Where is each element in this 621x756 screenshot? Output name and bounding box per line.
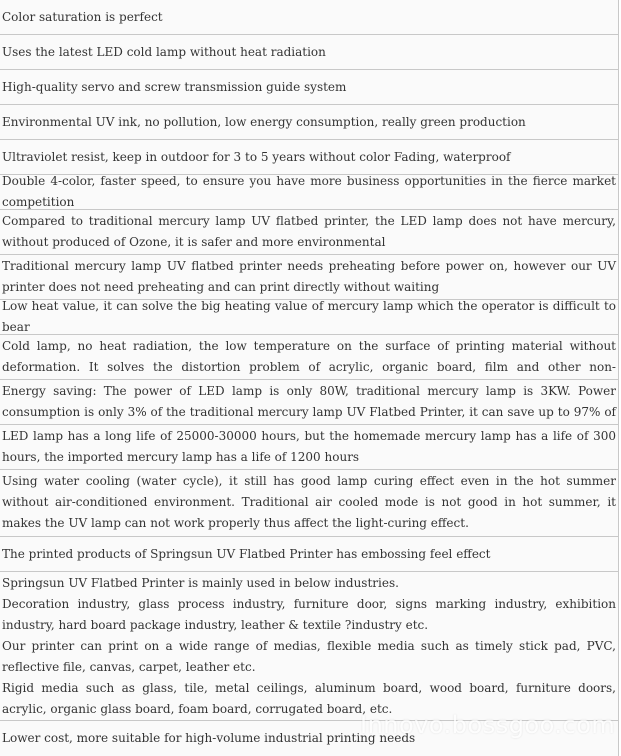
table-row	[0, 0, 618, 35]
row-paragraph: Decoration industry, glass process industry, furniture door, signs marking industry, exhibition industry, hard board package industry, leather & textile ?industry etc.	[2, 597, 616, 632]
table-row	[0, 572, 618, 721]
table-row	[0, 335, 618, 380]
row-text: Using water cooling (water cycle), it still has good lamp curing effect even in the hot summer without air-conditioned environment. Traditional air cooled mode is not good in hot summer, it makes the UV lamp can not work properly thus affect the light-curing effect.	[2, 474, 616, 530]
row-paragraph: Springsun UV Flatbed Printer is mainly used in below industries.	[2, 576, 399, 590]
row-text: Low heat value, it can solve the big heating value of mercury lamp which the operator is difficult to bear	[2, 300, 616, 334]
table-row	[0, 537, 618, 572]
row-text: Double 4-color, faster speed, to ensure you have more business opportunities in the fierce market competition	[2, 175, 616, 209]
row-paragraph: Rigid media such as glass, tile, metal ceilings, aluminum board, wood board, furniture doors, acrylic, organic glass board, foam board, corrugated board, etc.	[2, 681, 616, 716]
table-row	[0, 35, 618, 70]
table-row	[0, 105, 618, 140]
row-text: High-quality servo and screw transmission guide system	[2, 79, 347, 94]
table-row	[0, 380, 618, 425]
row-text: Ultraviolet resist, keep in outdoor for 3 to 5 years without color Fading, waterproof	[2, 149, 511, 164]
watermark: Innovo.bossgoo.com	[360, 711, 616, 739]
table-row	[0, 300, 618, 335]
row-text: Uses the latest LED cold lamp without heat radiation	[2, 44, 326, 59]
row-text: Color saturation is perfect	[2, 9, 163, 24]
row-text: LED lamp has a long life of 25000-30000 hours, but the homemade mercury lamp has a life of 300 hours, the imported mercury lamp has a life of 1200 hours	[2, 429, 616, 464]
table-row	[0, 255, 618, 300]
table-row	[0, 70, 618, 105]
row-text: Lower cost, more suitable for high-volume industrial printing needs	[2, 731, 416, 745]
table-row	[0, 210, 618, 255]
table-row	[0, 175, 618, 210]
table-row	[0, 470, 618, 537]
row-text: Energy saving: The power of LED lamp is only 80W, traditional mercury lamp is 3KW. Power consumption is only 3% of the traditional mercury lamp UV Flatbed Printer, it can save up to 97% of	[2, 384, 616, 419]
row-paragraph: Our printer can print on a wide range of medias, flexible media such as timely stick pad, PVC, reflective file, canvas, carpet, leather etc.	[2, 639, 616, 674]
row-text: Compared to traditional mercury lamp UV flatbed printer, the LED lamp does not have mercury, without produced of Ozone, it is safer and more environmental	[2, 214, 616, 249]
row-text: The printed products of Springsun UV Flatbed Printer has embossing feel effect	[2, 546, 491, 561]
table-row	[0, 140, 618, 175]
row-text: Environmental UV ink, no pollution, low energy consumption, really green production	[2, 114, 526, 129]
table-row	[0, 425, 618, 470]
row-text: Traditional mercury lamp UV flatbed printer needs preheating before power on, however our UV printer does not need preheating and can print directly without waiting	[2, 259, 616, 294]
row-text: Cold lamp, no heat radiation, the low temperature on the surface of printing material without deformation. It solves the distortion problem of acrylic, organic board, film and other non-	[2, 339, 616, 374]
